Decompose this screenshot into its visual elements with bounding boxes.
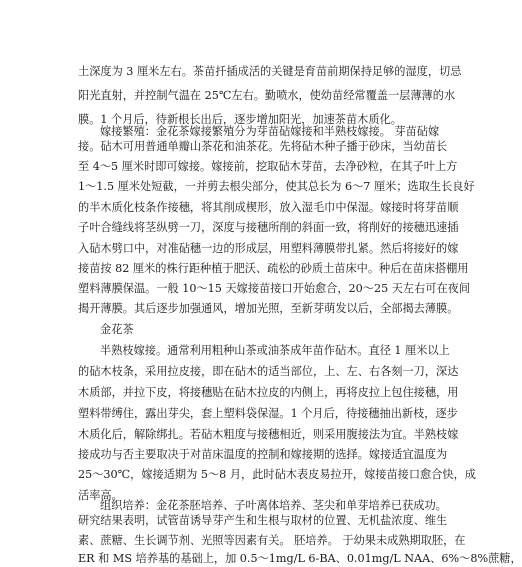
text-line: 木质化后，解除绑扎。若砧木粗度与接穗相近，则采用腹接法为宜。半熟枝嫁 (78, 428, 459, 441)
text-line: 木质部，并拉下皮，将接穗贴在砧木拉皮的内侧上，再将皮拉上包住接穗，用 (78, 386, 459, 399)
text-line: 1～1.5 厘米处短截，一并剪去根尖部分，使其总长为 6～7 厘米；选取生长良好 (78, 180, 475, 193)
text-line: 接苗按 82 厘米的株行距种植于肥沃、疏松的砂质土苗床中。种后在苗床搭棚用 (78, 262, 469, 275)
text-line: 阳光直射，并控制气温在 25℃左右。勤喷水，使幼苗经常覆盖一层薄薄的水 (78, 89, 456, 102)
text-line: 塑料薄膜保温。一般 10～15 天嫁接苗接口开始愈合，20～25 天左右可在夜间 (78, 282, 471, 295)
text-line: 组织培养：金花茶胚培养、子叶离体培养、茎尖和单芽培养已获成功。 (100, 499, 447, 512)
text-line: 嫁接繁殖：金花茶嫁接繁殖分为芽苗砧嫁接和半熟枝嫁接。 芽苗砧嫁 (100, 125, 440, 138)
text-line: 至 4～5 厘米时即可嫁接。嫁接前，挖取砧木芽苗，去净砂粒，在其子叶上方 (78, 160, 458, 173)
section-heading: 金花茶 (100, 323, 134, 336)
text-line: 25～30℃，嫁接适期为 5～8 月，此时砧木表皮易拉开，嫁接苗接口愈合快，成 (78, 468, 476, 481)
text-line: 的砧木枝条，采用拉皮接，即在砧木的适当部位，上、左、右各刻一刀，深达 (78, 365, 459, 378)
text-line: 塑料带缚住，露出芽尖，套上塑料袋保湿。1 个月后，待接穗抽出新枝，逐步 (78, 407, 458, 420)
text-line: 入砧木劈口中，对准砧穗一边的形成层，用塑料薄膜带扎紧。然后将接好的嫁 (78, 242, 459, 255)
text-line: 子叶合缝线将茎纵劈一刀，深度与接穗所削的斜面一致，将削好的接穗迅速插 (78, 221, 459, 234)
text-line: 的半木质化枝条作接穗，将其削成楔形，放入湿毛巾中保湿。嫁接时将芽苗顺 (78, 201, 459, 214)
text-line: 接成功与否主要取决于对苗床温度的控制和嫁接期的选择。嫁接适宜温度为 (78, 448, 448, 461)
text-line: 研究结果表明，试管苗诱导芽产生和生根与取材的位置、无机盐浓度、维生 (78, 514, 448, 527)
text-line: ER 和 MS 培养基的基础上，加 0.5～1mg/L 6-BA、0.01mg/L NAA、6%～8%蔗糖， (78, 552, 522, 565)
text-line: 半熟枝嫁接。通常利用粗种山茶或油茶成年苗作砧木。直径 1 厘米以上 (100, 344, 450, 357)
text-line: 土深度为 3 厘米左右。茶苗扦插成活的关键是育苗前期保持足够的湿度，切忌 (78, 65, 462, 78)
text-line: 接。砧木可用普通单瓣山茶花和油茶花。先将砧木种子播于砂床，当幼苗长 (78, 140, 448, 153)
text-line: 素、蔗糖、生长调节剂、光照等因素有关。 胚培养。 于幼果未成熟期取胚，在 (78, 534, 466, 547)
text-line: 揭开薄膜。其后逐步加强通风，增加光照，至新芽萌发以后，全部揭去薄膜。 (78, 302, 459, 315)
text-line: 膜。1 个月后，待新根长出后，逐步增加阳光，加速茶苗木质化。 (78, 113, 402, 126)
text-line: 活率高。 (78, 489, 123, 502)
